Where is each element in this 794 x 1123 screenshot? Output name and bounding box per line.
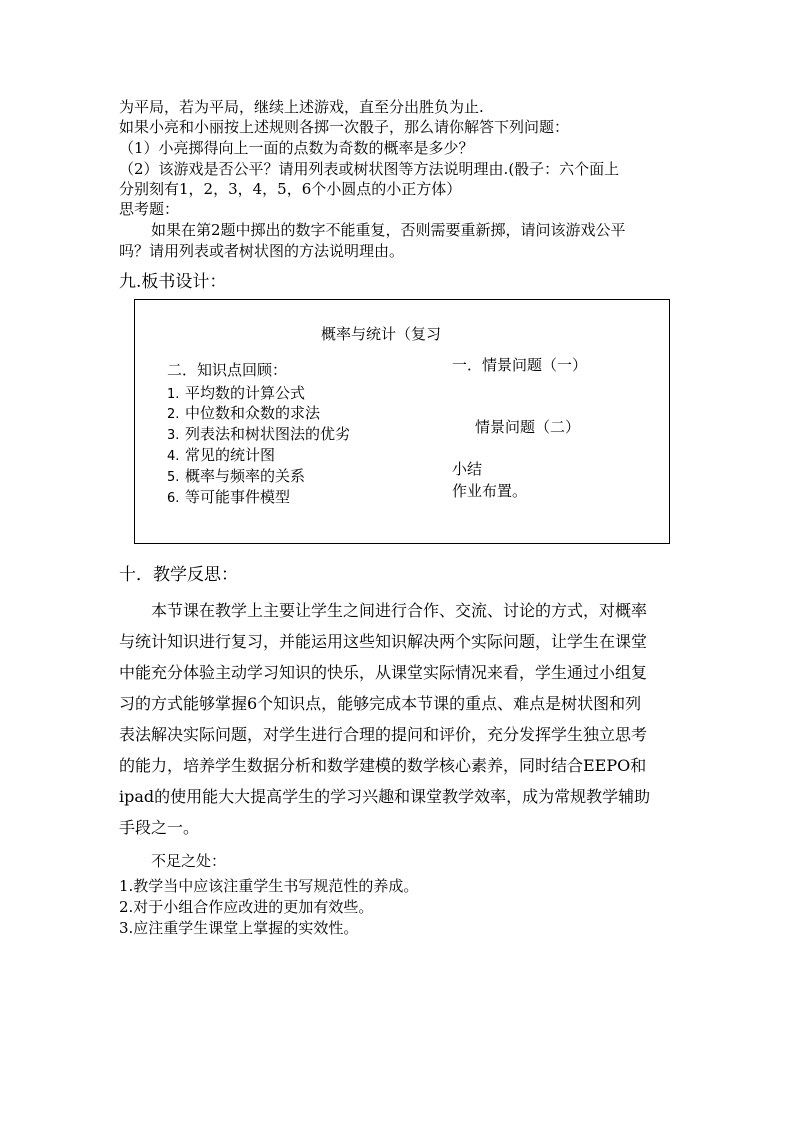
paragraph-line: 表法解决实际问题，对学生进行合理的提问和评价，充分发挥学生独立思考 — [119, 725, 648, 744]
question-2-line-2: 分别刻有1，2，3，4，5，6个小圆点的小正方体） — [119, 180, 462, 198]
list-item — [167, 490, 290, 505]
list-text: 等可能事件模型 — [185, 488, 291, 506]
board-right-homework: 作业布置。 — [452, 482, 528, 500]
list-text: 概率与频率的关系 — [185, 467, 306, 485]
list-number: 3. — [167, 428, 180, 443]
board-right-summary: 小结 — [452, 460, 483, 478]
list-number: 2. — [167, 407, 180, 422]
board-right-situation-2: 情景问题（二） — [475, 418, 581, 436]
paragraph-line: 本节课在教学上主要让学生之间进行合作、交流、讨论的方式，对概率 — [151, 601, 648, 620]
shortcoming-item: 1.教学当中应该注重学生书写规范性的养成。 — [119, 877, 419, 895]
paragraph-line: ipad的使用能大大提高学生的学习兴趣和课堂教学效率，成为常规教学辅助 — [119, 787, 651, 806]
list-text: 列表法和树状图法的优劣 — [185, 425, 351, 443]
shortcoming-item: 2.对于小组合作应改进的更加有效些。 — [119, 898, 374, 916]
question-1: （1）小亮掷得向上一面的点数为奇数的概率是多少？ — [119, 139, 474, 157]
paragraph-line: 习的方式能够掌握6个知识点，能够完成本节课的重点、难点是树状图和列 — [119, 694, 642, 713]
paragraph-line: 与统计知识进行复习，并能运用这些知识解决两个实际问题，让学生在课堂 — [119, 632, 648, 651]
list-number: 4. — [167, 449, 180, 464]
paragraph-line: 中能充分体验主动学习知识的快乐，从课堂实际情况来看，学生通过小组复 — [119, 663, 648, 682]
think-line-1: 如果在第2题中掷出的数字不能重复，否则需要重新掷，请问该游戏公平 — [151, 221, 626, 239]
text-line: 为平局，若为平局，继续上述游戏，直至分出胜负为止. — [119, 98, 484, 116]
paragraph-line: 的能力，培养学生数据分析和数学建模的数学核心素养，同时结合EEPO和 — [119, 756, 647, 775]
list-item — [167, 386, 305, 401]
list-item — [167, 427, 350, 442]
list-text: 常见的统计图 — [185, 446, 276, 464]
paragraph-line: 手段之一。 — [119, 818, 200, 837]
list-number: 1. — [167, 387, 180, 402]
shortcoming-label: 不足之处： — [151, 852, 227, 870]
section-9-heading: 九.板书设计： — [119, 272, 227, 292]
question-2-line-1: （2）该游戏是否公平？请用列表或树状图等方法说明理由.(骰子：六个面上 — [119, 160, 620, 178]
list-item — [167, 469, 305, 484]
think-line-2: 吗？请用列表或者树状图的方法说明理由。 — [119, 242, 405, 260]
list-text: 中位数和众数的求法 — [185, 404, 321, 422]
list-number: 6. — [167, 491, 180, 506]
board-design-box — [134, 299, 670, 544]
list-text: 平均数的计算公式 — [185, 384, 306, 402]
board-left-heading: 二．知识点回顾： — [167, 361, 288, 379]
think-label: 思考题： — [119, 200, 180, 218]
section-10-heading: 十．教学反思： — [119, 565, 238, 585]
board-title: 概率与统计（复习 — [321, 325, 442, 343]
board-right-situation-1: 一．情景问题（一） — [452, 356, 588, 374]
shortcoming-item: 3.应注重学生课堂上掌握的实效性。 — [119, 919, 359, 937]
text-line: 如果小亮和小丽按上述规则各掷一次骰子，那么请你解答下列问题： — [119, 118, 570, 136]
list-number: 5. — [167, 470, 180, 485]
list-item — [167, 448, 275, 463]
list-item — [167, 406, 320, 421]
